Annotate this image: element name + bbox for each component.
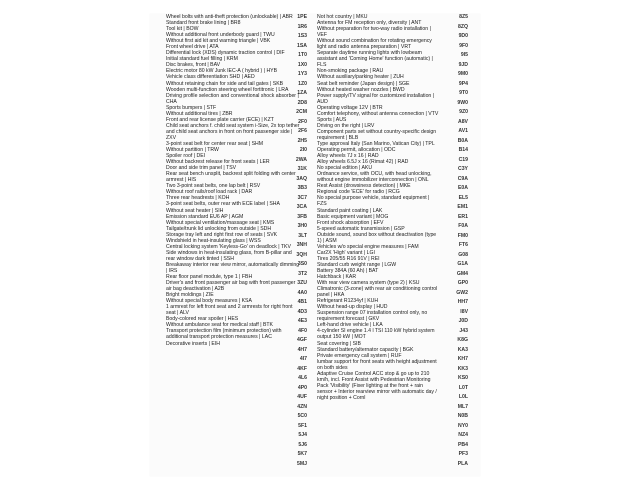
equipment-entry: Left-hand drive vehicle | LKA <box>317 322 383 329</box>
equipment-entry: Standard curb weight range | LGW <box>317 261 397 268</box>
equipment-entry: Tires 205/55 R16 91V | REI <box>317 255 380 262</box>
option-code: 9F0 <box>459 42 468 49</box>
equipment-entry: Car2X 'High' variant | LGI <box>317 249 375 256</box>
option-code: 4ZN <box>297 403 307 410</box>
option-code: 4I7 <box>299 356 307 362</box>
equipment-entry: Without special ventilation/massage seat | KMS <box>166 219 275 226</box>
equipment-entry: Two 3-point seat belts, one lap belt | RSV <box>166 183 261 190</box>
equipment-entry: Sports | AUS <box>317 116 347 123</box>
equipment-entry: Operating permit, allocation | ODC <box>317 147 396 154</box>
equipment-entry: Without special body measures | KSA <box>166 298 252 305</box>
option-code: 9M0 <box>457 71 468 77</box>
equipment-entry: 5-speed automatic transmission | GSP <box>317 225 405 232</box>
equipment-entry: Not hot country | MKU <box>317 14 368 20</box>
equipment-entry: Without roof rails/roof load rack | DAR <box>166 189 253 196</box>
equipment-entry: Breakaway interior rear view mirror, automatically dimming | IRS <box>166 261 300 274</box>
option-code: KA3 <box>457 346 468 353</box>
equipment-entry: Non-smoking package | RAU <box>317 68 384 75</box>
option-code: ER1 <box>457 213 468 220</box>
option-code: 4UF <box>297 394 307 400</box>
option-code: 2CM <box>296 109 307 115</box>
option-code: GP0 <box>457 280 468 286</box>
option-code: FT6 <box>458 242 468 248</box>
option-code: L0L <box>458 394 468 400</box>
equipment-entry: Ordnance service, with OCU, with head unlocking, without engine immobilizer interconnection | ONL <box>317 171 432 184</box>
equipment-entry: Tool kit | BOW <box>166 26 199 33</box>
option-code: 4GF <box>297 337 307 343</box>
option-code: F0A <box>458 223 468 229</box>
equipment-entry: Without seat heater | SIH <box>166 207 224 214</box>
equipment-entry: 1 armrest for left front seat and 2 armrests for right front seat | ALV <box>166 304 293 317</box>
option-code: 4L6 <box>298 375 307 381</box>
equipment-entry: Wooden multi-function steering wheel fortitronic | LRA <box>166 86 289 93</box>
option-code: 1R6 <box>297 23 307 30</box>
equipment-entry: Driver's and front passenger air bag with front passenger air bag deactivation | A2B <box>166 280 296 293</box>
equipment-entry: Antenna for FM reception only, diversity | ANT <box>317 20 422 27</box>
option-code: 1PE <box>297 14 307 20</box>
equipment-entry: Three rear headrests | KOH <box>166 195 230 202</box>
option-code: I8V <box>460 308 468 315</box>
equipment-entry: Type approval Italy (San Marino, Vatican City) | TPL <box>317 140 435 147</box>
equipment-entry: Without sound combination for rotating emergency light and radio antenna preparation | VRT <box>317 38 432 51</box>
equipment-entry: 3-point seat belts, outer rear with ECE label | SHA <box>166 201 280 208</box>
option-code: 3H0 <box>297 223 307 229</box>
equipment-entry: No special edition | AKU <box>317 165 373 172</box>
option-code: 4KF <box>297 365 307 372</box>
option-code: 9P4 <box>458 80 468 87</box>
option-code: 5J4 <box>298 432 307 438</box>
option-code: 5MJ <box>296 460 307 467</box>
equipment-entry: Initial standard fuel filling | KRM <box>166 56 238 63</box>
option-code: 1ZA <box>297 90 307 96</box>
option-code: L0T <box>458 384 468 391</box>
option-code: 5J6 <box>298 441 307 448</box>
option-code: 2F6 <box>298 128 307 134</box>
equipment-entry: 3-point seat belt for center rear seat | SHM <box>166 140 264 147</box>
option-code: 1X0 <box>297 61 307 68</box>
option-code: 9D0 <box>458 33 468 39</box>
option-code: 2WA <box>295 156 307 163</box>
equipment-entry: Component parts set without country-specific design requirement | BLB <box>317 128 437 141</box>
equipment-entry: Rear seat bench unsplit, backrest split folding with center armrest | HIS <box>166 171 296 184</box>
option-code: 1SA <box>296 42 307 49</box>
option-code: HH7 <box>457 299 468 305</box>
option-code: B14 <box>458 147 468 153</box>
option-code: G08 <box>458 251 468 258</box>
equipment-entry: Separate daytime running lights with lowbeam assistant and 'Coming Home' function (automatic) | FLS <box>317 50 433 69</box>
option-code: J0D <box>458 318 468 324</box>
equipment-entry: Side windows in heat-insulating glass, from B-pillar and rear window dark tinted | SSH <box>166 249 292 262</box>
equipment-entry: Child seat anchors f. child seat system i-Size, 2x top tether and child seat anchors in front on front passenger side | ZXV <box>166 122 300 141</box>
option-code: E0A <box>457 185 468 191</box>
option-code: 3NH <box>296 242 307 248</box>
option-code: K8G <box>457 337 468 343</box>
option-code: 1Z0 <box>298 80 307 87</box>
option-code: A8V <box>457 118 468 125</box>
equipment-entry: Driving profile selection and conventional shock absorber | CHA <box>166 92 299 105</box>
equipment-entry: Without preparation for two-way radio installation | VEF <box>317 26 431 39</box>
equipment-entry: Rear floor panel module, type 1 | FBH <box>166 274 253 281</box>
left-code-column <box>285 14 307 470</box>
equipment-entry: Basic equipment variant | MOG <box>317 213 389 220</box>
equipment-entry: Disc brakes, front | BAV <box>166 62 221 69</box>
option-code: 9Z0 <box>459 109 468 115</box>
option-code: 4F0 <box>298 327 307 334</box>
equipment-entry: Without additional tires | ZBR <box>166 110 233 117</box>
document-page <box>150 14 480 476</box>
equipment-entry: Without additional front underbody guard | TWU <box>166 32 275 39</box>
equipment-entry: Body-colored rear spoiler | HES <box>166 316 239 323</box>
option-code: NZ4 <box>458 432 468 438</box>
option-code: 3CA <box>296 204 307 210</box>
option-code: 4H7 <box>297 346 307 353</box>
option-code: C3Y <box>457 166 468 172</box>
option-code: G1A <box>457 261 468 267</box>
option-code: GM4 <box>456 270 468 277</box>
option-code: KS0 <box>457 375 468 381</box>
equipment-entry: Without head-up display | HUD <box>317 304 388 311</box>
option-code: 31K <box>297 166 307 172</box>
option-code: 3C7 <box>297 194 307 201</box>
equipment-entry: Battery 384A (60 Ah) | BAT <box>317 267 379 274</box>
option-code: 9JD <box>458 61 468 68</box>
equipment-entry: Windshield in heat-insulating glass | WSS <box>166 237 261 244</box>
equipment-entry: Seat belt reminder (Japan design) | SGE <box>317 80 410 87</box>
equipment-entry: Alloy wheels 7J x 16 | RAD <box>317 153 379 160</box>
option-code: 3AQ <box>296 175 307 182</box>
option-code: 5C0 <box>297 413 307 419</box>
right-code-column <box>440 14 468 470</box>
option-code: EL5 <box>458 194 468 201</box>
equipment-entry: Front wheel drive | ATA <box>166 44 219 51</box>
equipment-entry: lumbar support for front seats with height adjustment on both sides <box>317 358 437 371</box>
option-code: 5F1 <box>298 422 307 429</box>
equipment-entry: Front and rear license plate carrier (ECE) | KZT <box>166 116 274 123</box>
left-text-column <box>166 14 300 347</box>
equipment-entry: Vehicle class differentiation SHD | AED <box>166 74 255 81</box>
option-code: 4B1 <box>297 299 307 305</box>
option-code: 3FB <box>297 213 307 220</box>
option-code: 1T0 <box>298 52 307 58</box>
option-code: 9T0 <box>459 90 468 96</box>
equipment-entry: Without first aid kit and warning triangle | VBK <box>166 38 271 45</box>
equipment-entry: Outside sound, sound box without deactivation (type 1) | ASM <box>317 231 437 244</box>
option-code: N0B <box>457 413 468 419</box>
option-code: ML7 <box>457 403 468 410</box>
equipment-entry: With rear view camera system (type 2) | KSU <box>317 280 420 287</box>
option-code: 3S0 <box>297 261 307 267</box>
option-code: NY0 <box>457 422 468 429</box>
equipment-entry: Operating voltage 12V | BTR <box>317 104 383 111</box>
equipment-entry: Standard front brake lining | BR8 <box>166 20 241 27</box>
option-code: PB4 <box>457 441 468 448</box>
option-code: 4A0 <box>297 289 307 296</box>
option-code: PF3 <box>458 451 468 457</box>
option-code: 9I5 <box>460 52 468 58</box>
option-code: 4P0 <box>297 384 307 391</box>
equipment-entry: Standard battery/alternator capacity | BGK <box>317 346 414 353</box>
equipment-entry: Without backrest release for front seats | LER <box>166 159 270 166</box>
option-code: 3ZU <box>297 280 307 286</box>
option-code: J43 <box>459 327 468 334</box>
option-code: 8Z5 <box>459 14 468 20</box>
option-code: GW2 <box>456 289 468 296</box>
equipment-entry: Without retaining chain for side and tail gates | SKB <box>166 80 284 87</box>
option-code: KH7 <box>457 356 468 362</box>
equipment-entry: Alloy wheels 6.5J x 16 (Rimat 42) | RAD <box>317 159 409 166</box>
equipment-entry: Seat covering | SIB <box>317 340 361 347</box>
equipment-entry: Hatchback | KAR <box>317 274 357 281</box>
equipment-entry: Emission standard EU6 AP | AGM <box>166 213 244 220</box>
option-code: 2F0 <box>298 118 307 125</box>
option-code: EM1 <box>457 204 468 210</box>
equipment-entry: Climatronic (3-zone) with rear air conditioning control panel | HKA <box>317 286 438 299</box>
option-code: AV1 <box>458 128 468 134</box>
option-code: 1Y3 <box>297 71 307 77</box>
option-code: FM0 <box>457 232 468 239</box>
option-code: C19 <box>458 156 468 163</box>
option-code: 2I0 <box>299 147 307 153</box>
option-code: 3T2 <box>298 270 307 277</box>
option-code: 5K7 <box>297 451 307 457</box>
equipment-entry: Sports bumpers | STF <box>166 104 217 111</box>
option-code: 3LT <box>298 232 307 239</box>
option-code: 1S3 <box>297 33 307 39</box>
equipment-entry: Rest Assist (drowsiness detection) | MKE <box>317 183 411 190</box>
equipment-entry: Without auxiliary/parking heater | ZUH <box>317 74 404 81</box>
equipment-entry: Without ambulance seat for medical staff | BTK <box>166 322 273 329</box>
equipment-entry: Decorative inserts | EIH <box>166 340 220 347</box>
equipment-entry: Standard paint coating | LAK <box>317 207 383 214</box>
equipment-entry: Regional code 'ECE' for radio | RCG <box>317 189 400 196</box>
equipment-entry: Spoiler roof | DEI <box>166 153 206 160</box>
equipment-entry: Refrigerant R1234yf | KUH <box>317 298 379 305</box>
equipment-entry: Private emergency call system | RUF <box>317 352 402 359</box>
equipment-entry: Central locking system 'Keyless-Go' on deadlock | TKV <box>166 243 291 250</box>
equipment-entry: Transport protection film (minimum protection) with additional transport protection measures | LAC <box>166 328 282 341</box>
option-code: 4E3 <box>297 318 307 324</box>
equipment-entry: Bright moldings | ZIE <box>166 292 214 299</box>
option-code: 8ZQ <box>458 23 468 30</box>
middle-text-column <box>317 14 439 401</box>
equipment-entry: 4-cylinder SI engine 1.4 l TSI 110 kW hybrid system output 150 kW | MOT <box>317 328 435 341</box>
equipment-entry: Pack 'Visibility' (Fixer lighting at the front + rain sensor + Interior rearview mirror with automatic day / night position + Cornl <box>317 382 437 401</box>
equipment-entry: No special purpose vehicle, standard equipment | FZS <box>317 195 430 208</box>
equipment-entry: Adaptive Cruise Control ACC stop & go up to 210 km/h, incl. Front Assist with Pedestrian Monitoring <box>317 370 431 383</box>
equipment-entry: Tailgate/trunk lid unlocking from outside | SDH <box>166 225 272 232</box>
equipment-entry: Without heated washer nozzles | BWD <box>317 86 405 93</box>
option-code: 3QH <box>296 251 307 258</box>
equipment-entry: Without partition | TRW <box>166 147 219 154</box>
option-code: 2D8 <box>297 99 307 106</box>
equipment-entry: Comfort telephony, without antenna connection | VTV <box>317 110 439 117</box>
option-code: 9W0 <box>457 99 468 106</box>
equipment-entry: Wheel bolts with anti-theft protection (unlockable) | ABR <box>166 14 293 20</box>
equipment-entry: Suspension range 07 installation control only, no requirement forecast | GKV <box>317 310 428 323</box>
option-code: C9A <box>457 175 468 182</box>
equipment-entry: Electric motor 80 kW Junk IEC-A ( hybrid ) | HYB <box>166 68 278 75</box>
option-code: 3B3 <box>297 185 307 191</box>
option-code: 2H5 <box>297 137 307 144</box>
option-code: B0A <box>457 137 468 144</box>
equipment-entry: Front shock absorption | EFV <box>317 219 384 226</box>
equipment-entry: Differential lock (XDS) dynamic traction control | DIF <box>166 50 285 57</box>
equipment-entry: Vehicles w/o special engine measures | FAM <box>317 243 419 250</box>
equipment-entry: Power supply/TV signal for customized installation | AUD <box>317 92 435 105</box>
equipment-entry: Door and side trim panel | TSV <box>166 165 237 172</box>
equipment-entry: Storage tray left and right first row of seats | SVK <box>166 231 278 238</box>
option-code: 4D3 <box>297 308 307 315</box>
option-code: KK3 <box>457 365 468 372</box>
equipment-entry: Driving on the right | LRV <box>317 122 375 129</box>
option-code: PLA <box>457 460 468 467</box>
